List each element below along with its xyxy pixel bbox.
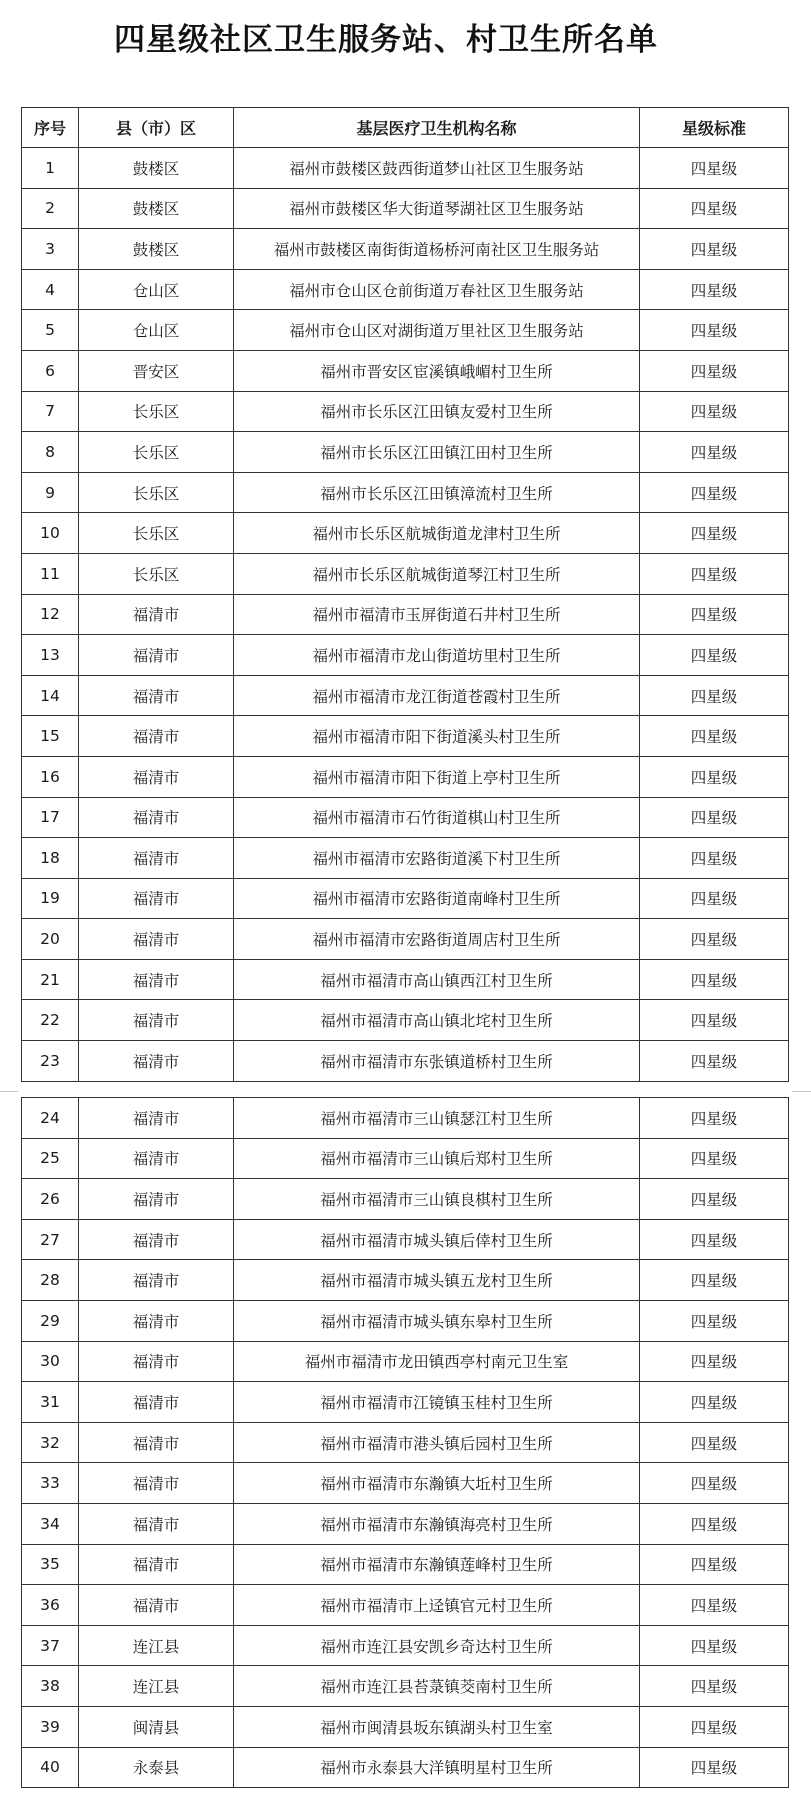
cell-county: 福清市 [79, 1503, 234, 1544]
cell-seq: 39 [22, 1706, 79, 1747]
cell-level: 四星级 [640, 269, 789, 310]
table-row [22, 675, 789, 716]
cell-institution: 福州市鼓楼区华大街道琴湖社区卫生服务站 [234, 188, 640, 229]
cell-institution: 福州市福清市玉屏街道石井村卫生所 [234, 594, 640, 635]
cell-institution: 福州市仓山区对湖街道万里社区卫生服务站 [234, 310, 640, 351]
table-row [22, 716, 789, 757]
cell-institution: 福州市福清市城头镇后倖村卫生所 [234, 1219, 640, 1260]
table-row [22, 148, 789, 189]
table-row [22, 1041, 789, 1082]
table-row [22, 1219, 789, 1260]
cell-level: 四星级 [640, 148, 789, 189]
table-row [22, 188, 789, 229]
cell-level: 四星级 [640, 310, 789, 351]
cell-seq: 9 [22, 472, 79, 513]
cell-level: 四星级 [640, 553, 789, 594]
cell-county: 福清市 [79, 1260, 234, 1301]
table-row [22, 1300, 789, 1341]
cell-county: 福清市 [79, 838, 234, 879]
table-row [22, 391, 789, 432]
cell-level: 四星级 [640, 1463, 789, 1504]
cell-county: 福清市 [79, 1000, 234, 1041]
cell-seq: 35 [22, 1544, 79, 1585]
cell-institution: 福州市闽清县坂东镇湖头村卫生室 [234, 1706, 640, 1747]
cell-level: 四星级 [640, 1341, 789, 1382]
cell-county: 长乐区 [79, 553, 234, 594]
cell-seq: 18 [22, 838, 79, 879]
cell-seq: 17 [22, 797, 79, 838]
cell-level: 四星级 [640, 1666, 789, 1707]
cell-level: 四星级 [640, 350, 789, 391]
cell-seq: 15 [22, 716, 79, 757]
cell-institution: 福州市福清市城头镇五龙村卫生所 [234, 1260, 640, 1301]
cell-institution: 福州市福清市东张镇道桥村卫生所 [234, 1041, 640, 1082]
table-row [22, 1098, 789, 1139]
header-level: 星级标准 [640, 108, 789, 148]
cell-county: 连江县 [79, 1625, 234, 1666]
cell-seq: 3 [22, 229, 79, 270]
cell-institution: 福州市晋安区宦溪镇峨嵋村卫生所 [234, 350, 640, 391]
cell-institution: 福州市福清市龙山街道坊里村卫生所 [234, 635, 640, 676]
table-row [22, 1382, 789, 1423]
cell-county: 福清市 [79, 1585, 234, 1626]
cell-seq: 31 [22, 1382, 79, 1423]
cell-institution: 福州市长乐区航城街道琴江村卫生所 [234, 553, 640, 594]
table-body-part-2 [22, 1098, 789, 1788]
cell-county: 仓山区 [79, 269, 234, 310]
cell-level: 四星级 [640, 959, 789, 1000]
table-row [22, 756, 789, 797]
cell-level: 四星级 [640, 716, 789, 757]
cell-county: 长乐区 [79, 432, 234, 473]
table-row [22, 919, 789, 960]
cell-seq: 14 [22, 675, 79, 716]
cell-county: 福清市 [79, 594, 234, 635]
cell-level: 四星级 [640, 1000, 789, 1041]
cell-institution: 福州市福清市宏路街道南峰村卫生所 [234, 878, 640, 919]
cell-seq: 33 [22, 1463, 79, 1504]
table-row [22, 1625, 789, 1666]
cell-county: 福清市 [79, 1219, 234, 1260]
cell-seq: 36 [22, 1585, 79, 1626]
table-row [22, 878, 789, 919]
cell-county: 福清市 [79, 959, 234, 1000]
header-institution: 基层医疗卫生机构名称 [234, 108, 640, 148]
table-header-row [22, 108, 789, 148]
table-row [22, 1706, 789, 1747]
cell-county: 福清市 [79, 1544, 234, 1585]
table-row [22, 553, 789, 594]
cell-county: 鼓楼区 [79, 229, 234, 270]
cell-seq: 24 [22, 1098, 79, 1139]
roster-table-part-1 [21, 107, 789, 1082]
cell-level: 四星级 [640, 391, 789, 432]
cell-county: 福清市 [79, 1382, 234, 1423]
cell-level: 四星级 [640, 1706, 789, 1747]
cell-seq: 23 [22, 1041, 79, 1082]
cell-institution: 福州市长乐区江田镇漳流村卫生所 [234, 472, 640, 513]
table-row [22, 310, 789, 351]
table-row [22, 1138, 789, 1179]
table-row [22, 1585, 789, 1626]
cell-county: 福清市 [79, 1422, 234, 1463]
table-row [22, 594, 789, 635]
cell-level: 四星级 [640, 1041, 789, 1082]
cell-level: 四星级 [640, 1585, 789, 1626]
cell-level: 四星级 [640, 472, 789, 513]
cell-level: 四星级 [640, 1382, 789, 1423]
table-row [22, 229, 789, 270]
table-row [22, 838, 789, 879]
cell-county: 鼓楼区 [79, 148, 234, 189]
cell-county: 永泰县 [79, 1747, 234, 1788]
cell-level: 四星级 [640, 675, 789, 716]
cell-institution: 福州市仓山区仓前街道万春社区卫生服务站 [234, 269, 640, 310]
cell-county: 仓山区 [79, 310, 234, 351]
page-break-mark-right [792, 1091, 811, 1092]
cell-seq: 5 [22, 310, 79, 351]
cell-county: 长乐区 [79, 513, 234, 554]
roster-table-part-2 [21, 1097, 789, 1788]
table-row [22, 1341, 789, 1382]
cell-institution: 福州市福清市上迳镇官元村卫生所 [234, 1585, 640, 1626]
cell-seq: 21 [22, 959, 79, 1000]
cell-level: 四星级 [640, 838, 789, 879]
cell-level: 四星级 [640, 432, 789, 473]
cell-level: 四星级 [640, 1300, 789, 1341]
cell-seq: 30 [22, 1341, 79, 1382]
table-row [22, 432, 789, 473]
cell-level: 四星级 [640, 756, 789, 797]
cell-county: 晋安区 [79, 350, 234, 391]
cell-county: 福清市 [79, 675, 234, 716]
cell-institution: 福州市福清市石竹街道棋山村卫生所 [234, 797, 640, 838]
table-row [22, 1260, 789, 1301]
header-seq: 序号 [22, 108, 79, 148]
cell-county: 福清市 [79, 1463, 234, 1504]
header-county: 县（市）区 [79, 108, 234, 148]
cell-seq: 28 [22, 1260, 79, 1301]
cell-institution: 福州市福清市江镜镇玉桂村卫生所 [234, 1382, 640, 1423]
cell-institution: 福州市福清市高山镇西江村卫生所 [234, 959, 640, 1000]
cell-institution: 福州市福清市阳下街道上亭村卫生所 [234, 756, 640, 797]
table-row [22, 269, 789, 310]
table-row [22, 513, 789, 554]
cell-seq: 22 [22, 1000, 79, 1041]
cell-institution: 福州市福清市高山镇北垞村卫生所 [234, 1000, 640, 1041]
cell-level: 四星级 [640, 1422, 789, 1463]
table-row [22, 797, 789, 838]
cell-county: 福清市 [79, 1179, 234, 1220]
cell-institution: 福州市福清市宏路街道溪下村卫生所 [234, 838, 640, 879]
cell-institution: 福州市福清市东瀚镇大坵村卫生所 [234, 1463, 640, 1504]
cell-county: 长乐区 [79, 391, 234, 432]
table-row [22, 472, 789, 513]
cell-seq: 38 [22, 1666, 79, 1707]
page-break [0, 1086, 811, 1097]
cell-institution: 福州市鼓楼区南街街道杨桥河南社区卫生服务站 [234, 229, 640, 270]
cell-institution: 福州市长乐区江田镇江田村卫生所 [234, 432, 640, 473]
cell-seq: 16 [22, 756, 79, 797]
cell-county: 连江县 [79, 1666, 234, 1707]
cell-county: 福清市 [79, 1341, 234, 1382]
cell-seq: 12 [22, 594, 79, 635]
cell-county: 福清市 [79, 1098, 234, 1139]
cell-seq: 19 [22, 878, 79, 919]
cell-seq: 7 [22, 391, 79, 432]
cell-institution: 福州市连江县安凯乡奇达村卫生所 [234, 1625, 640, 1666]
cell-level: 四星级 [640, 635, 789, 676]
page-title: 四星级社区卫生服务站、村卫生所名单 [114, 22, 658, 58]
cell-institution: 福州市福清市城头镇东皋村卫生所 [234, 1300, 640, 1341]
cell-seq: 6 [22, 350, 79, 391]
cell-level: 四星级 [640, 797, 789, 838]
table-row [22, 1463, 789, 1504]
cell-seq: 25 [22, 1138, 79, 1179]
cell-seq: 32 [22, 1422, 79, 1463]
cell-county: 福清市 [79, 919, 234, 960]
table-row [22, 635, 789, 676]
cell-institution: 福州市长乐区航城街道龙津村卫生所 [234, 513, 640, 554]
cell-level: 四星级 [640, 513, 789, 554]
cell-level: 四星级 [640, 188, 789, 229]
cell-county: 福清市 [79, 1041, 234, 1082]
cell-seq: 11 [22, 553, 79, 594]
cell-level: 四星级 [640, 1503, 789, 1544]
table-row [22, 1000, 789, 1041]
cell-level: 四星级 [640, 229, 789, 270]
cell-seq: 13 [22, 635, 79, 676]
cell-institution: 福州市福清市阳下街道溪头村卫生所 [234, 716, 640, 757]
table-row [22, 1747, 789, 1788]
cell-level: 四星级 [640, 919, 789, 960]
cell-level: 四星级 [640, 1219, 789, 1260]
cell-county: 长乐区 [79, 472, 234, 513]
cell-institution: 福州市福清市三山镇良棋村卫生所 [234, 1179, 640, 1220]
cell-seq: 20 [22, 919, 79, 960]
cell-level: 四星级 [640, 1098, 789, 1139]
cell-institution: 福州市福清市龙田镇西亭村南元卫生室 [234, 1341, 640, 1382]
table-row [22, 1666, 789, 1707]
cell-institution: 福州市福清市三山镇瑟江村卫生所 [234, 1098, 640, 1139]
cell-institution: 福州市福清市宏路街道周店村卫生所 [234, 919, 640, 960]
table-row [22, 1544, 789, 1585]
cell-level: 四星级 [640, 1179, 789, 1220]
table-row [22, 959, 789, 1000]
cell-seq: 8 [22, 432, 79, 473]
cell-seq: 40 [22, 1747, 79, 1788]
cell-level: 四星级 [640, 1260, 789, 1301]
table-row [22, 1179, 789, 1220]
cell-institution: 福州市永泰县大洋镇明星村卫生所 [234, 1747, 640, 1788]
cell-seq: 29 [22, 1300, 79, 1341]
cell-level: 四星级 [640, 594, 789, 635]
cell-county: 福清市 [79, 797, 234, 838]
cell-county: 福清市 [79, 878, 234, 919]
cell-level: 四星级 [640, 1544, 789, 1585]
cell-level: 四星级 [640, 878, 789, 919]
cell-level: 四星级 [640, 1625, 789, 1666]
cell-institution: 福州市福清市东瀚镇莲峰村卫生所 [234, 1544, 640, 1585]
cell-seq: 1 [22, 148, 79, 189]
cell-institution: 福州市福清市港头镇后园村卫生所 [234, 1422, 640, 1463]
cell-seq: 4 [22, 269, 79, 310]
cell-institution: 福州市福清市三山镇后郑村卫生所 [234, 1138, 640, 1179]
cell-county: 闽清县 [79, 1706, 234, 1747]
table-row [22, 1422, 789, 1463]
cell-institution: 福州市福清市龙江街道苍霞村卫生所 [234, 675, 640, 716]
cell-seq: 27 [22, 1219, 79, 1260]
cell-seq: 10 [22, 513, 79, 554]
cell-institution: 福州市福清市东瀚镇海亮村卫生所 [234, 1503, 640, 1544]
cell-level: 四星级 [640, 1747, 789, 1788]
cell-county: 福清市 [79, 716, 234, 757]
cell-institution: 福州市鼓楼区鼓西街道梦山社区卫生服务站 [234, 148, 640, 189]
cell-seq: 37 [22, 1625, 79, 1666]
cell-institution: 福州市连江县苔菉镇茭南村卫生所 [234, 1666, 640, 1707]
cell-county: 鼓楼区 [79, 188, 234, 229]
cell-seq: 34 [22, 1503, 79, 1544]
table-row [22, 1503, 789, 1544]
cell-county: 福清市 [79, 635, 234, 676]
cell-seq: 2 [22, 188, 79, 229]
page-break-mark-left [0, 1091, 18, 1092]
cell-level: 四星级 [640, 1138, 789, 1179]
cell-county: 福清市 [79, 756, 234, 797]
cell-institution: 福州市长乐区江田镇友爱村卫生所 [234, 391, 640, 432]
cell-county: 福清市 [79, 1300, 234, 1341]
table-body-part-1 [22, 148, 789, 1082]
cell-seq: 26 [22, 1179, 79, 1220]
cell-county: 福清市 [79, 1138, 234, 1179]
table-row [22, 350, 789, 391]
